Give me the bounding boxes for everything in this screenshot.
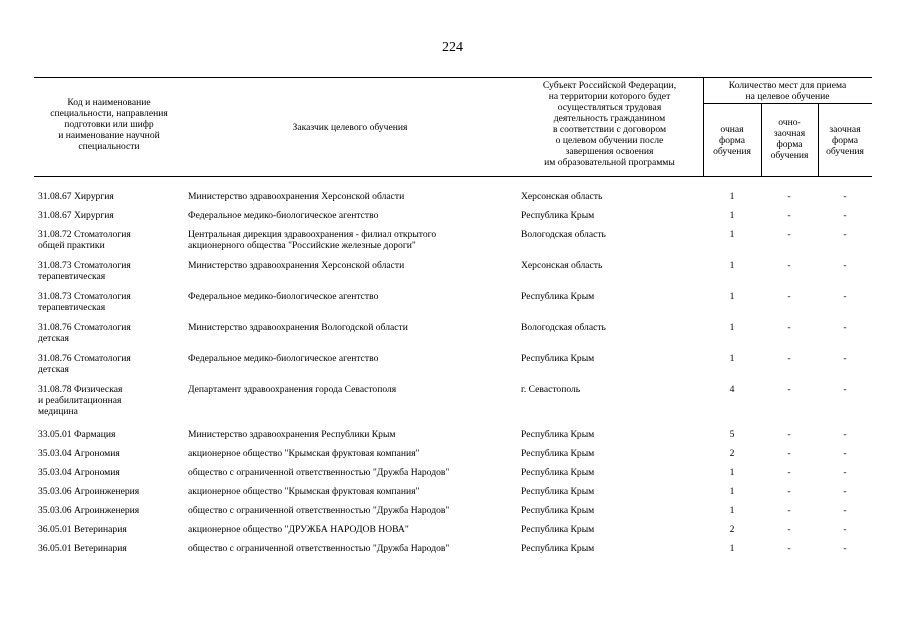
cell-specialty: [38, 448, 120, 459]
cell-region: Республика Крым: [521, 486, 595, 497]
cell-part-time: -: [843, 291, 847, 302]
cell-mixed: -: [787, 260, 791, 271]
cell-full-time: 1: [729, 291, 735, 302]
cell-specialty-line: 31.08.73 Стоматология: [38, 260, 131, 271]
cell-mixed: -: [787, 486, 791, 497]
cell-part-time: -: [843, 524, 847, 535]
header-part-time-line: заочная: [829, 124, 861, 135]
cell-specialty: [38, 467, 120, 478]
cell-customer: [188, 353, 378, 364]
header-subject-line: Субъект Российской Федерации,: [542, 80, 677, 91]
cell-specialty: [38, 322, 131, 344]
cell-customer-line: акционерное общество "Крымская фруктовая компания": [188, 486, 420, 497]
cell-region: г. Севастополь: [521, 384, 581, 395]
cell-specialty: [38, 543, 127, 554]
header-code-line: Код и наименование: [67, 97, 151, 108]
cell-mixed: -: [787, 467, 791, 478]
cell-specialty-line: медицина: [38, 406, 78, 417]
cell-specialty: [38, 210, 114, 221]
cell-customer-line: общество с ограниченной ответственностью "Дружба Народов": [188, 467, 450, 478]
header-mixed-line: обучения: [770, 150, 809, 161]
cell-customer: [188, 467, 449, 478]
cell-specialty-line: 31.08.67 Хирургия: [38, 191, 114, 202]
cell-part-time: -: [843, 448, 847, 459]
cell-specialty-line: 36.05.01 Ветеринария: [38, 543, 127, 554]
cell-full-time: 1: [729, 260, 735, 271]
cell-mixed: -: [787, 505, 791, 516]
header-mixed: [761, 117, 818, 161]
cell-specialty-line: 35.03.06 Агроинженерия: [38, 486, 140, 497]
cell-customer: [188, 291, 378, 302]
header-mixed-line: форма: [776, 139, 803, 150]
cell-full-time: 2: [729, 524, 735, 535]
cell-region: Республика Крым: [521, 448, 595, 459]
cell-region: Херсонская область: [521, 260, 603, 271]
cell-specialty: [38, 384, 122, 417]
cell-full-time: 1: [729, 467, 735, 478]
cell-mixed: -: [787, 191, 791, 202]
cell-customer: [188, 505, 449, 516]
cell-region: Республика Крым: [521, 467, 595, 478]
table-top-border: [34, 77, 872, 78]
cell-region: Республика Крым: [521, 524, 595, 535]
cell-part-time: -: [843, 486, 847, 497]
cell-part-time: -: [843, 429, 847, 440]
header-subject-line: на территории которого будет: [548, 91, 671, 102]
cell-customer: [188, 260, 404, 271]
cell-region: Республика Крым: [521, 429, 595, 440]
header-places: [703, 80, 872, 102]
cell-part-time: -: [843, 210, 847, 221]
cell-part-time: -: [843, 260, 847, 271]
cell-mixed: -: [787, 322, 791, 333]
cell-full-time: 1: [729, 210, 735, 221]
cell-customer: [188, 543, 449, 554]
cell-full-time: 1: [729, 191, 735, 202]
cell-specialty: [38, 486, 139, 497]
places-subheader-border: [703, 103, 872, 104]
cell-customer-line: акционерное общество "ДРУЖБА НАРОДОВ НОВА": [188, 524, 409, 535]
header-code-line: специальности, направления: [50, 108, 168, 119]
cell-part-time: -: [843, 353, 847, 364]
cell-region: Республика Крым: [521, 291, 595, 302]
cell-specialty: [38, 505, 139, 516]
cell-full-time: 5: [729, 429, 735, 440]
cell-specialty: [38, 429, 115, 440]
cell-specialty-line: 35.03.04 Агрономия: [38, 467, 120, 478]
cell-specialty: [38, 191, 114, 202]
cell-specialty-line: и реабилитационная: [38, 395, 122, 406]
header-part-time-line: обучения: [826, 146, 864, 157]
cell-mixed: -: [787, 429, 791, 440]
cell-part-time: -: [843, 191, 847, 202]
header-code: [34, 97, 184, 152]
cell-customer-line: общество с ограниченной ответственностью "Дружба Народов": [188, 543, 450, 554]
cell-customer-line: Министерство здравоохранения Херсонской области: [188, 191, 405, 202]
cell-full-time: 1: [729, 353, 735, 364]
cell-specialty-line: 31.08.67 Хирургия: [38, 210, 114, 221]
header-mixed-line: заочная: [773, 128, 806, 139]
header-part-time: [818, 124, 872, 157]
header-subject-line: завершения освоения: [565, 146, 654, 157]
cell-customer-line: Федеральное медико-биологическое агентство: [188, 210, 379, 221]
cell-region: Республика Крым: [521, 210, 595, 221]
cell-specialty-line: детская: [38, 364, 69, 375]
cell-part-time: -: [843, 229, 847, 240]
cell-mixed: -: [787, 353, 791, 364]
cell-full-time: 1: [729, 543, 735, 554]
header-code-line: специальности: [78, 141, 140, 152]
cell-customer-line: Министерство здравоохранения Республики Крым: [188, 429, 396, 440]
cell-mixed: -: [787, 524, 791, 535]
cell-mixed: -: [787, 229, 791, 240]
header-full-time-line: форма: [719, 135, 745, 146]
cell-specialty-line: общей практики: [38, 240, 105, 251]
cell-part-time: -: [843, 505, 847, 516]
cell-customer: [188, 191, 404, 202]
cell-specialty-line: детская: [38, 333, 69, 344]
cell-mixed: -: [787, 210, 791, 221]
cell-specialty: [38, 229, 131, 251]
header-full-time-line: очная: [720, 124, 744, 135]
cell-specialty-line: 31.08.76 Стоматология: [38, 322, 131, 333]
cell-region: Вологодская область: [521, 229, 606, 240]
header-subject-line: о целевом обучении после: [555, 135, 664, 146]
cell-region: Республика Крым: [521, 353, 595, 364]
cell-full-time: 1: [729, 486, 735, 497]
table-header-bottom-border: [34, 176, 872, 177]
cell-specialty: [38, 524, 127, 535]
cell-mixed: -: [787, 448, 791, 459]
cell-specialty-line: 31.08.72 Стоматология: [38, 229, 131, 240]
cell-region: Республика Крым: [521, 543, 595, 554]
cell-customer-line: Центральная дирекция здравоохранения - филиал открытого: [188, 229, 437, 240]
cell-specialty-line: 36.05.01 Ветеринария: [38, 524, 127, 535]
cell-customer-line: акционерного общества "Российские железные дороги": [188, 240, 416, 251]
header-full-time: [703, 124, 761, 157]
cell-specialty-line: терапевтическая: [38, 271, 106, 282]
header-mixed-line: очно-: [778, 117, 801, 128]
cell-customer: [188, 229, 436, 251]
cell-region: Республика Крым: [521, 505, 595, 516]
header-places-line: на целевое обучение: [745, 91, 830, 102]
cell-customer-line: Министерство здравоохранения Херсонской области: [188, 260, 405, 271]
cell-specialty-line: 31.08.73 Стоматология: [38, 291, 131, 302]
header-subject-line: им образовательной программы: [544, 157, 675, 168]
cell-customer-line: Департамент здравоохранения города Севастополя: [188, 384, 397, 395]
header-code-line: и наименование научной: [58, 130, 160, 141]
cell-specialty-line: 33.05.01 Фармация: [38, 429, 116, 440]
header-code-line: подготовки или шифр: [64, 119, 154, 130]
cell-part-time: -: [843, 467, 847, 478]
header-subject-line: в соответствии с договором: [552, 124, 667, 135]
cell-customer: [188, 384, 396, 395]
header-places-line: Количество мест для приема: [728, 80, 847, 91]
cell-customer-line: Министерство здравоохранения Вологодской области: [188, 322, 408, 333]
header-subject-line: деятельность гражданином: [553, 113, 666, 124]
cell-specialty: [38, 353, 131, 375]
cell-region: Херсонская область: [521, 191, 603, 202]
cell-part-time: -: [843, 384, 847, 395]
header-subject-line: осуществляться трудовая: [557, 102, 662, 113]
header-full-time-line: обучения: [713, 146, 751, 157]
cell-specialty-line: 35.03.06 Агроинженерия: [38, 505, 140, 516]
header-subject: [518, 80, 701, 168]
cell-part-time: -: [843, 543, 847, 554]
page-number: 224: [442, 40, 463, 55]
header-customer: Заказчик целевого обучения: [292, 122, 408, 133]
cell-customer-line: акционерное общество "Крымская фруктовая компания": [188, 448, 420, 459]
cell-specialty-line: 31.08.78 Физическая: [38, 384, 123, 395]
cell-full-time: 2: [729, 448, 735, 459]
cell-customer: [188, 429, 395, 440]
cell-full-time: 1: [729, 229, 735, 240]
cell-customer: [188, 210, 378, 221]
cell-customer: [188, 448, 419, 459]
cell-part-time: -: [843, 322, 847, 333]
cell-customer-line: общество с ограниченной ответственностью "Дружба Народов": [188, 505, 450, 516]
cell-specialty: [38, 291, 131, 313]
cell-full-time: 1: [729, 505, 735, 516]
cell-specialty-line: 31.08.76 Стоматология: [38, 353, 131, 364]
cell-mixed: -: [787, 543, 791, 554]
header-part-time-line: форма: [832, 135, 858, 146]
cell-customer: [188, 322, 408, 333]
cell-mixed: -: [787, 291, 791, 302]
cell-customer: [188, 524, 409, 535]
cell-full-time: 4: [729, 384, 735, 395]
cell-mixed: -: [787, 384, 791, 395]
cell-specialty-line: 35.03.04 Агрономия: [38, 448, 120, 459]
cell-region: Вологодская область: [521, 322, 606, 333]
cell-specialty-line: терапевтическая: [38, 302, 106, 313]
cell-customer-line: Федеральное медико-биологическое агентство: [188, 353, 379, 364]
cell-customer: [188, 486, 419, 497]
cell-specialty: [38, 260, 131, 282]
cell-customer-line: Федеральное медико-биологическое агентство: [188, 291, 379, 302]
cell-full-time: 1: [729, 322, 735, 333]
